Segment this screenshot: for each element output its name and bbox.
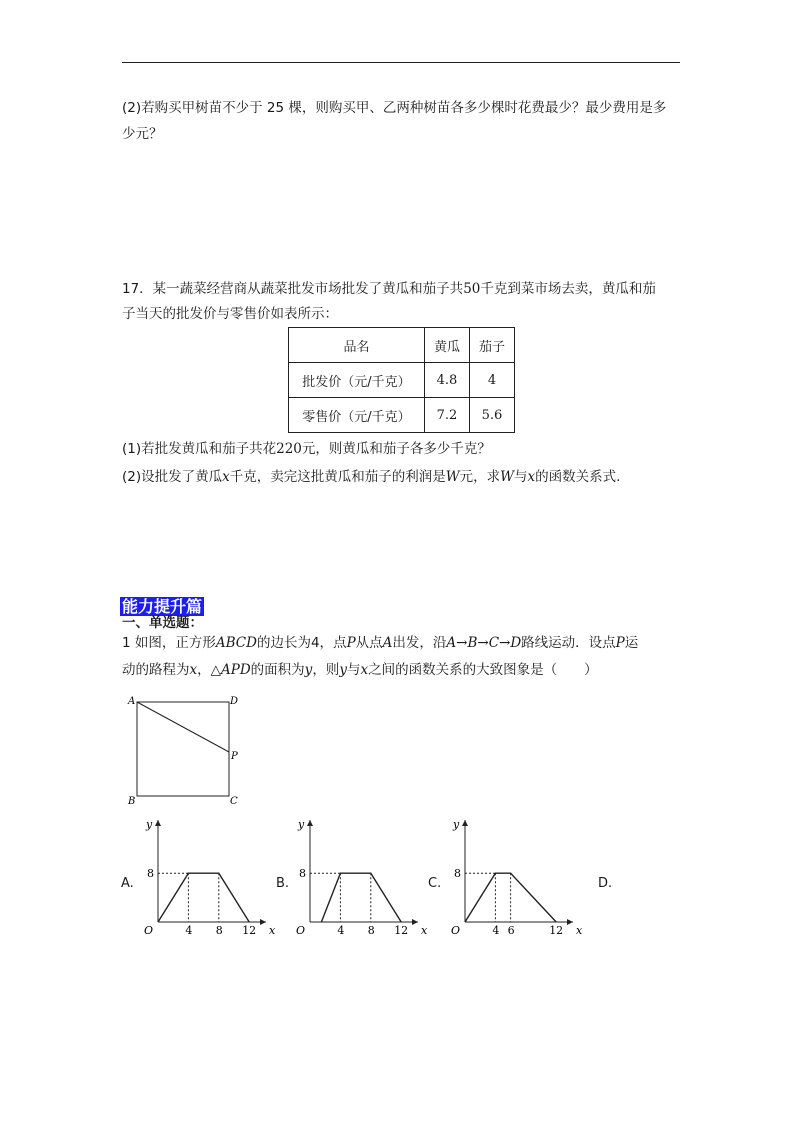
table-cell: 4.8 <box>425 363 470 398</box>
series-line <box>321 873 401 922</box>
math-var: A→B→C→D <box>446 635 522 651</box>
q16-part2-line1: (2)若购买甲树苗不少于 25 棵，则购买甲、乙两种树苗各多少棵时花费最少？最少费用是多 <box>122 100 667 116</box>
q1-line2 <box>122 660 598 680</box>
table-row <box>289 398 515 433</box>
option-a-label[interactable]: A. <box>121 876 134 891</box>
x-tick-label: 4 <box>185 924 193 937</box>
graph-option-a[interactable] <box>141 812 276 942</box>
graph-option-b[interactable] <box>293 812 428 942</box>
math-var: x <box>222 469 230 485</box>
header-rule <box>122 62 680 63</box>
table-cell: 7.2 <box>425 398 470 433</box>
y-axis-label: y <box>298 818 305 831</box>
origin-label: O <box>144 924 154 937</box>
q1-text: 之间的函数关系的大致图象是（ ） <box>368 662 598 678</box>
x-tick-label: 4 <box>492 924 500 937</box>
y-axis-arrow <box>462 820 468 826</box>
x-axis-arrow <box>567 919 573 925</box>
section-subtitle: 一、单选题： <box>122 615 203 631</box>
label-p: P <box>231 751 238 762</box>
option-c-label[interactable]: C. <box>428 876 442 891</box>
table-cell: 5.6 <box>470 398 515 433</box>
x-axis-label: x <box>421 924 428 937</box>
x-tick-label: 12 <box>394 924 409 937</box>
math-var: A <box>382 635 393 651</box>
q17-text: (2)设批发了黄瓜 <box>122 469 223 485</box>
q17-text: 17．某一蔬菜经营商从蔬菜批发市场批发了黄瓜和茄子共 <box>122 281 464 297</box>
y-axis-arrow <box>307 820 313 826</box>
square-figure <box>120 690 250 810</box>
q17-line1 <box>122 279 656 299</box>
math-var: W <box>445 469 460 485</box>
x-axis-label: x <box>269 924 276 937</box>
q1-text: 运 <box>624 635 639 651</box>
math-var: x <box>189 662 198 678</box>
q17-text: 千克，卖完这批黄瓜和茄子的利润是 <box>229 469 446 485</box>
q1-line1 <box>122 633 638 653</box>
q1-text: 1 如图，正方形 <box>122 635 216 651</box>
math-var: P <box>346 635 356 651</box>
series-line <box>158 873 249 922</box>
table-header: 茄子 <box>470 328 515 363</box>
table-row <box>289 363 515 398</box>
x-tick-label: 6 <box>507 924 515 937</box>
label-b: B <box>128 796 136 807</box>
math-var: y <box>304 662 313 678</box>
price-table <box>288 327 515 433</box>
q1-text: 与 <box>346 662 361 678</box>
table-header: 品名 <box>289 328 425 363</box>
label-a: A <box>128 696 136 707</box>
q1-text: ，则 <box>312 662 340 678</box>
q17-text: (1)若批发黄瓜和茄子共花 <box>122 441 277 457</box>
q17-part2 <box>122 467 620 487</box>
y-axis-label: y <box>453 818 460 831</box>
option-d-label[interactable]: D. <box>598 876 613 891</box>
math-var: y <box>339 662 347 678</box>
x-axis-arrow <box>260 919 266 925</box>
table-cell: 4 <box>470 363 515 398</box>
math-var: x <box>527 469 536 485</box>
table-header: 黄瓜 <box>425 328 470 363</box>
math-var: P <box>615 635 625 651</box>
table-cell: 批发价（元/千克） <box>289 363 425 398</box>
q17-text: 元，则黄瓜和茄子各多少千克？ <box>301 441 491 457</box>
q1-text: ， <box>197 662 211 678</box>
x-tick-label: 8 <box>215 924 223 937</box>
math-var: ABCD <box>215 635 257 651</box>
segment-ap <box>137 702 229 752</box>
x-tick-label: 12 <box>549 924 564 937</box>
q17-text: 与 <box>514 469 528 485</box>
graph-option-c[interactable] <box>448 812 583 942</box>
q1-text: 出发，沿 <box>392 635 447 651</box>
q16-part2-line2: 少元？ <box>122 126 163 142</box>
q17-text: 的函数关系式. <box>535 469 621 485</box>
x-tick-label: 4 <box>337 924 345 937</box>
label-d: D <box>230 696 239 707</box>
table-header-row <box>289 328 515 363</box>
q1-text: 的面积为 <box>250 662 305 678</box>
q17-text: 千克到菜市场去卖，黄瓜和茄 <box>480 281 656 297</box>
q17-total-value: 50 <box>463 281 481 297</box>
q1-text: 路线运动．设点 <box>521 635 616 651</box>
x-axis-label: x <box>576 924 583 937</box>
math-var: x <box>360 662 369 678</box>
q17-text: 元，求 <box>459 469 501 485</box>
q1-text: 动的路程为 <box>122 662 190 678</box>
x-tick-label: 8 <box>367 924 375 937</box>
math-var: △APD <box>210 662 251 678</box>
y-tick-label: 8 <box>454 867 461 881</box>
section-title-text: 能力提升篇 <box>122 597 203 616</box>
label-c: C <box>230 796 238 807</box>
q1-text: 的边长为4，点 <box>256 635 347 651</box>
origin-label: O <box>451 924 461 937</box>
q1-text: 从点 <box>355 635 383 651</box>
q17-cost-value: 220 <box>276 441 302 457</box>
table-cell: 零售价（元/千克） <box>289 398 425 433</box>
y-tick-label: 8 <box>299 867 306 881</box>
math-var: W <box>500 469 515 485</box>
option-b-label[interactable]: B. <box>276 876 290 891</box>
x-axis-arrow <box>412 919 418 925</box>
y-tick-label: 8 <box>147 867 154 881</box>
square-abcd <box>137 702 229 796</box>
origin-label: O <box>296 924 306 937</box>
x-tick-label: 12 <box>242 924 257 937</box>
q17-line2: 子当天的批发价与零售价如表所示： <box>122 306 338 322</box>
q17-part1 <box>122 439 491 459</box>
y-axis-label: y <box>146 818 153 831</box>
y-axis-arrow <box>155 820 161 826</box>
